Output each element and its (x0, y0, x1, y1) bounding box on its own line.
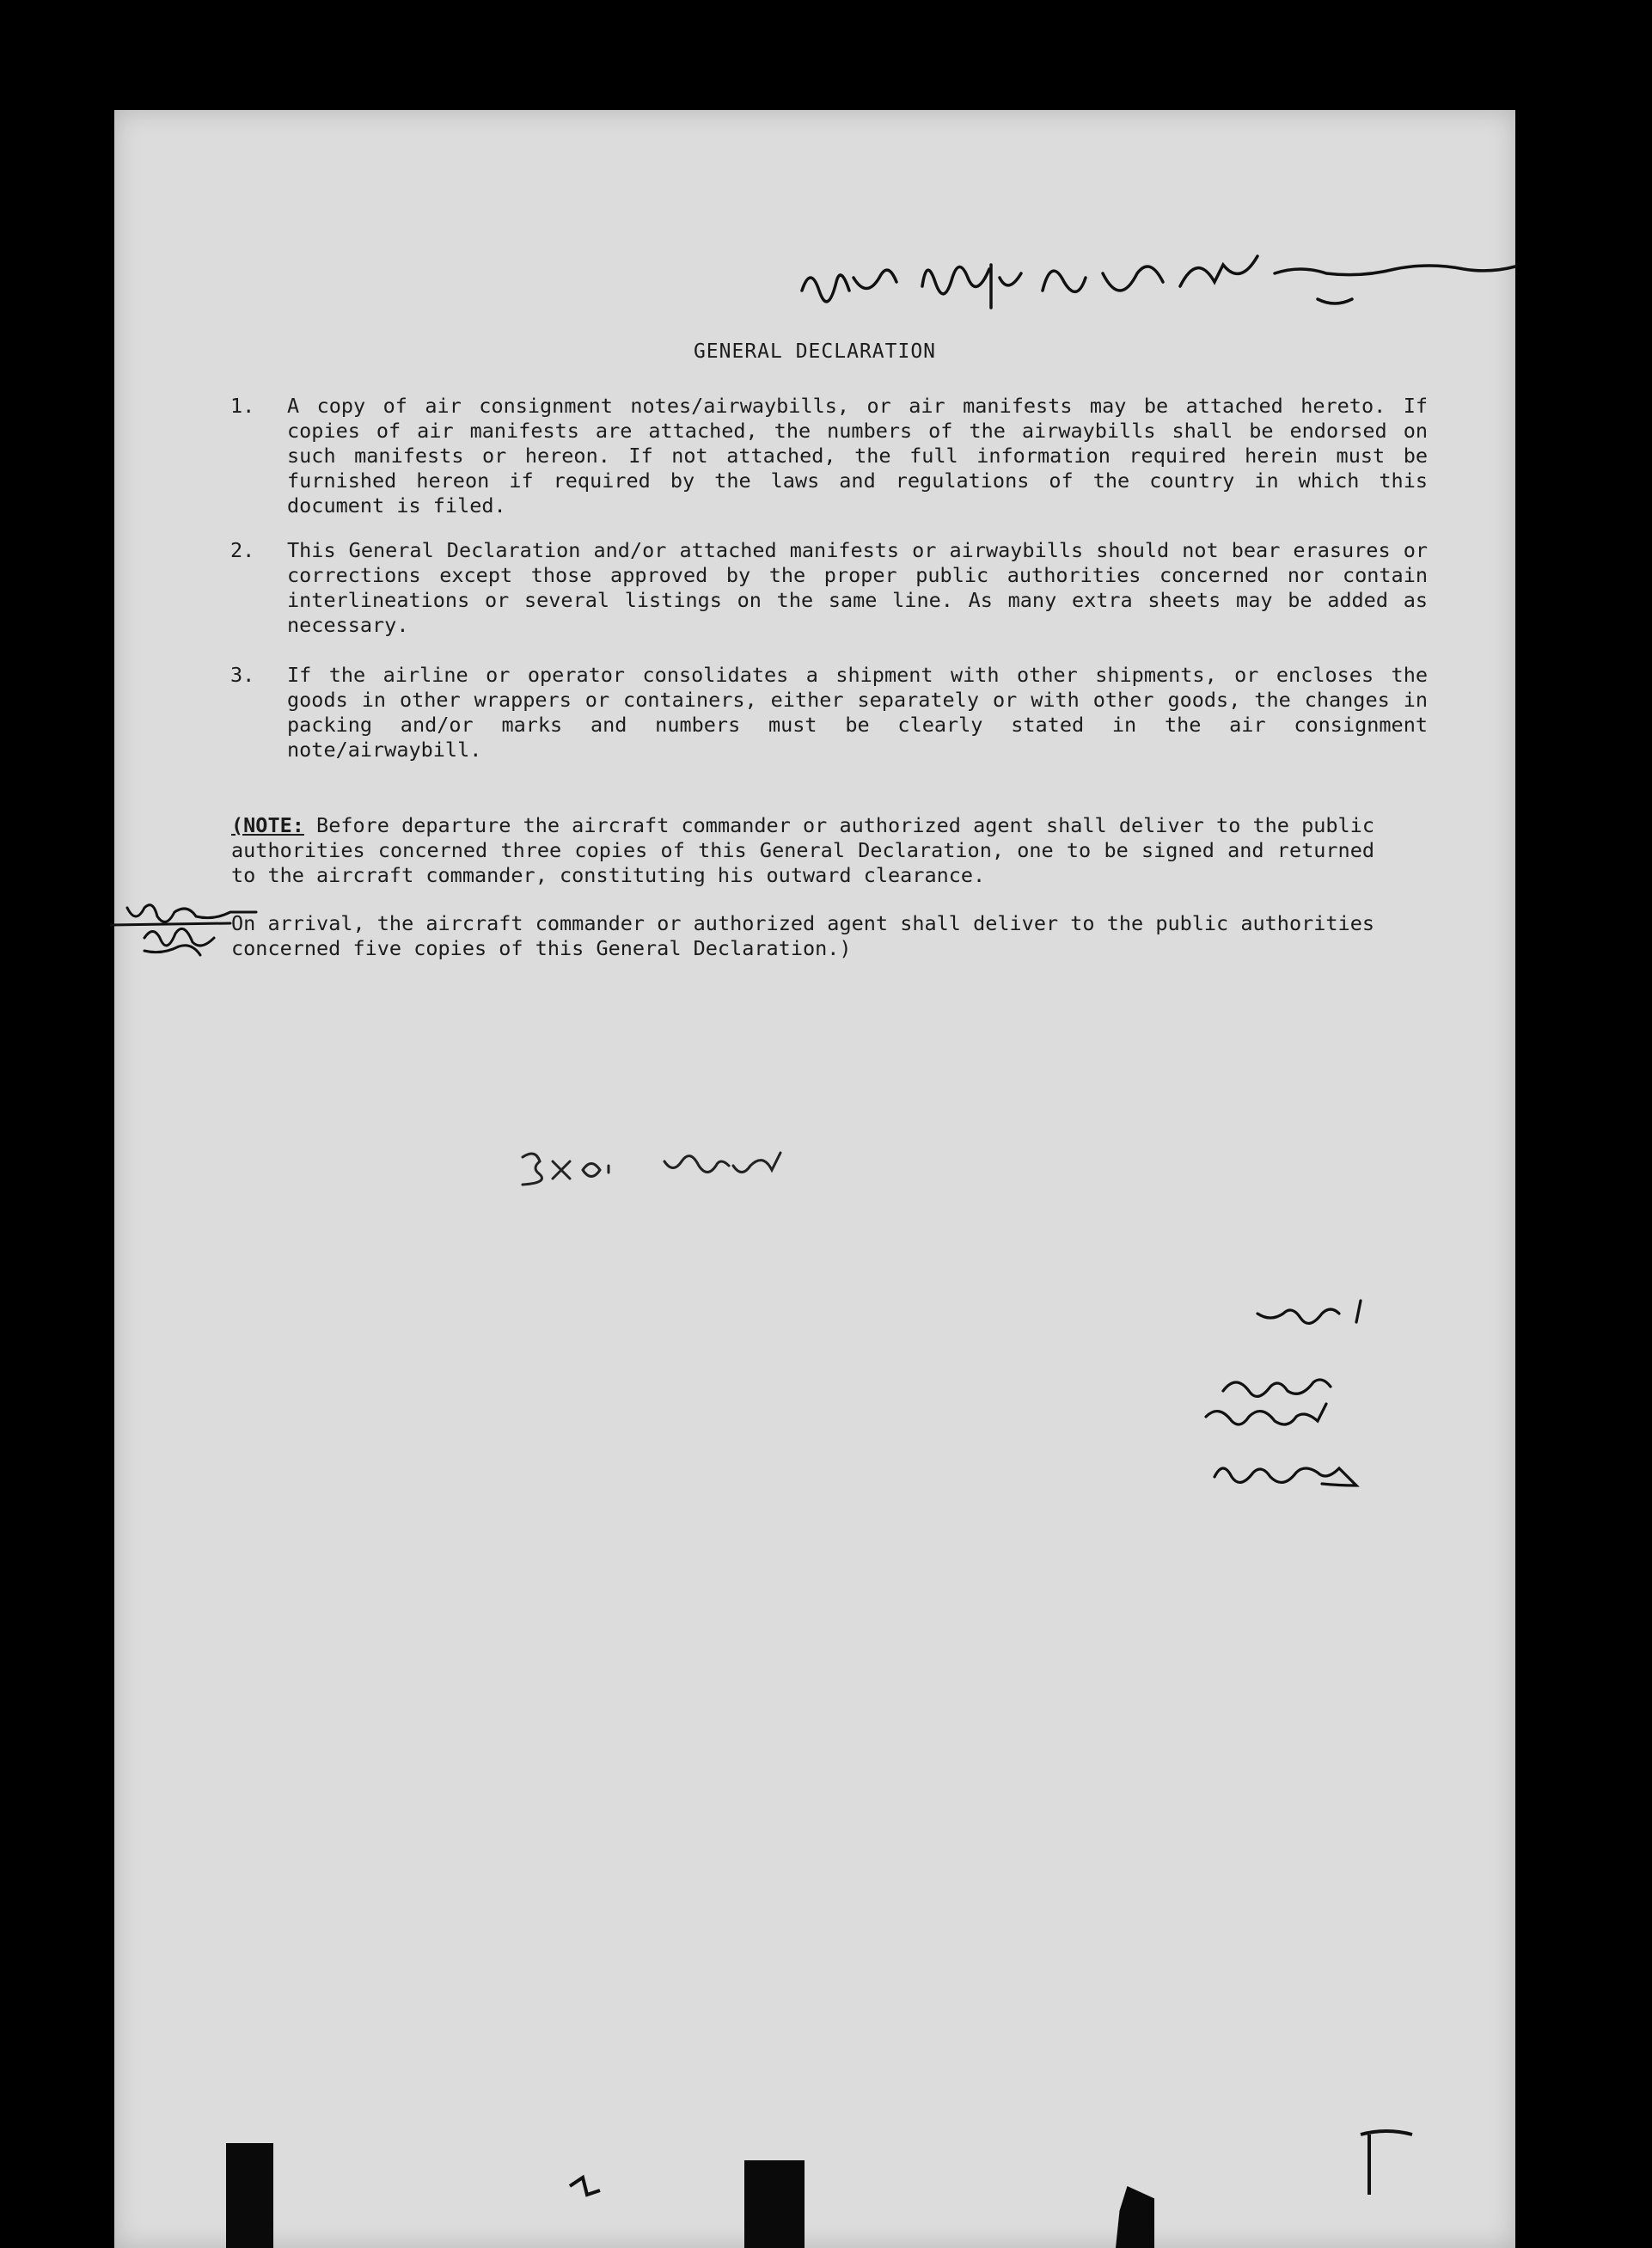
item-number: 3. (230, 663, 255, 687)
document-title: GENERAL DECLARATION (693, 340, 937, 363)
item-number: 2. (230, 538, 255, 562)
scan-artifact-mark-left (226, 2143, 273, 2248)
note-departure-text: Before departure the aircraft commander or authorized agent shall deliver to the public authorities concerned three copies of this General Declaration, one to be signed and returned to the aircraft commander, constituting his outward clearance. (231, 813, 1374, 887)
handwritten-scribble-left (110, 899, 368, 968)
scan-artifact-corner-mark (1356, 2126, 1425, 2203)
item-text: This General Declaration and/or attached manifests or airwaybills should not bear erasures or corrections except those approved by the proper public authorities concerned nor contain interlineations or several listings on the same line. As many extra sheets may be added as necessary. (287, 538, 1428, 637)
scan-artifact-tick (561, 2169, 613, 2203)
handwritten-note-middle (518, 1140, 793, 1200)
document-page (114, 110, 1515, 2248)
note-label: (NOTE: (231, 813, 304, 837)
note-arrival-text: On arrival, the aircraft commander or authorized agent shall deliver to the public authorities concerned five copies of this General Declaration.) (231, 911, 1374, 960)
handwritten-annotation-right (1103, 1296, 1447, 1546)
note-arrival (231, 911, 1374, 961)
item-text: If the airline or operator consolidates a shipment with other shipments, or encloses the goods in other wrappers or containers, either separately or with other goods, the changes in packing and/or marks and numbers must be clearly stated in the air consignment note/airwaybill. (287, 663, 1428, 762)
scan-artifact-mark-center (744, 2160, 805, 2248)
handwritten-signature-top (793, 239, 1533, 325)
scan-artifact-mark-small (1116, 2186, 1154, 2248)
note-departure (231, 813, 1374, 888)
item-text: A copy of air consignment notes/airwaybills, or air manifests may be attached hereto. If copies of air manifests are attached, the numbers of the airwaybills shall be endorsed on such manifests or hereon. If not attached, the full information required herein must be furnished hereon if required by the laws and regulations of the country in which this document is filed. (287, 394, 1428, 518)
item-number: 1. (230, 394, 255, 418)
